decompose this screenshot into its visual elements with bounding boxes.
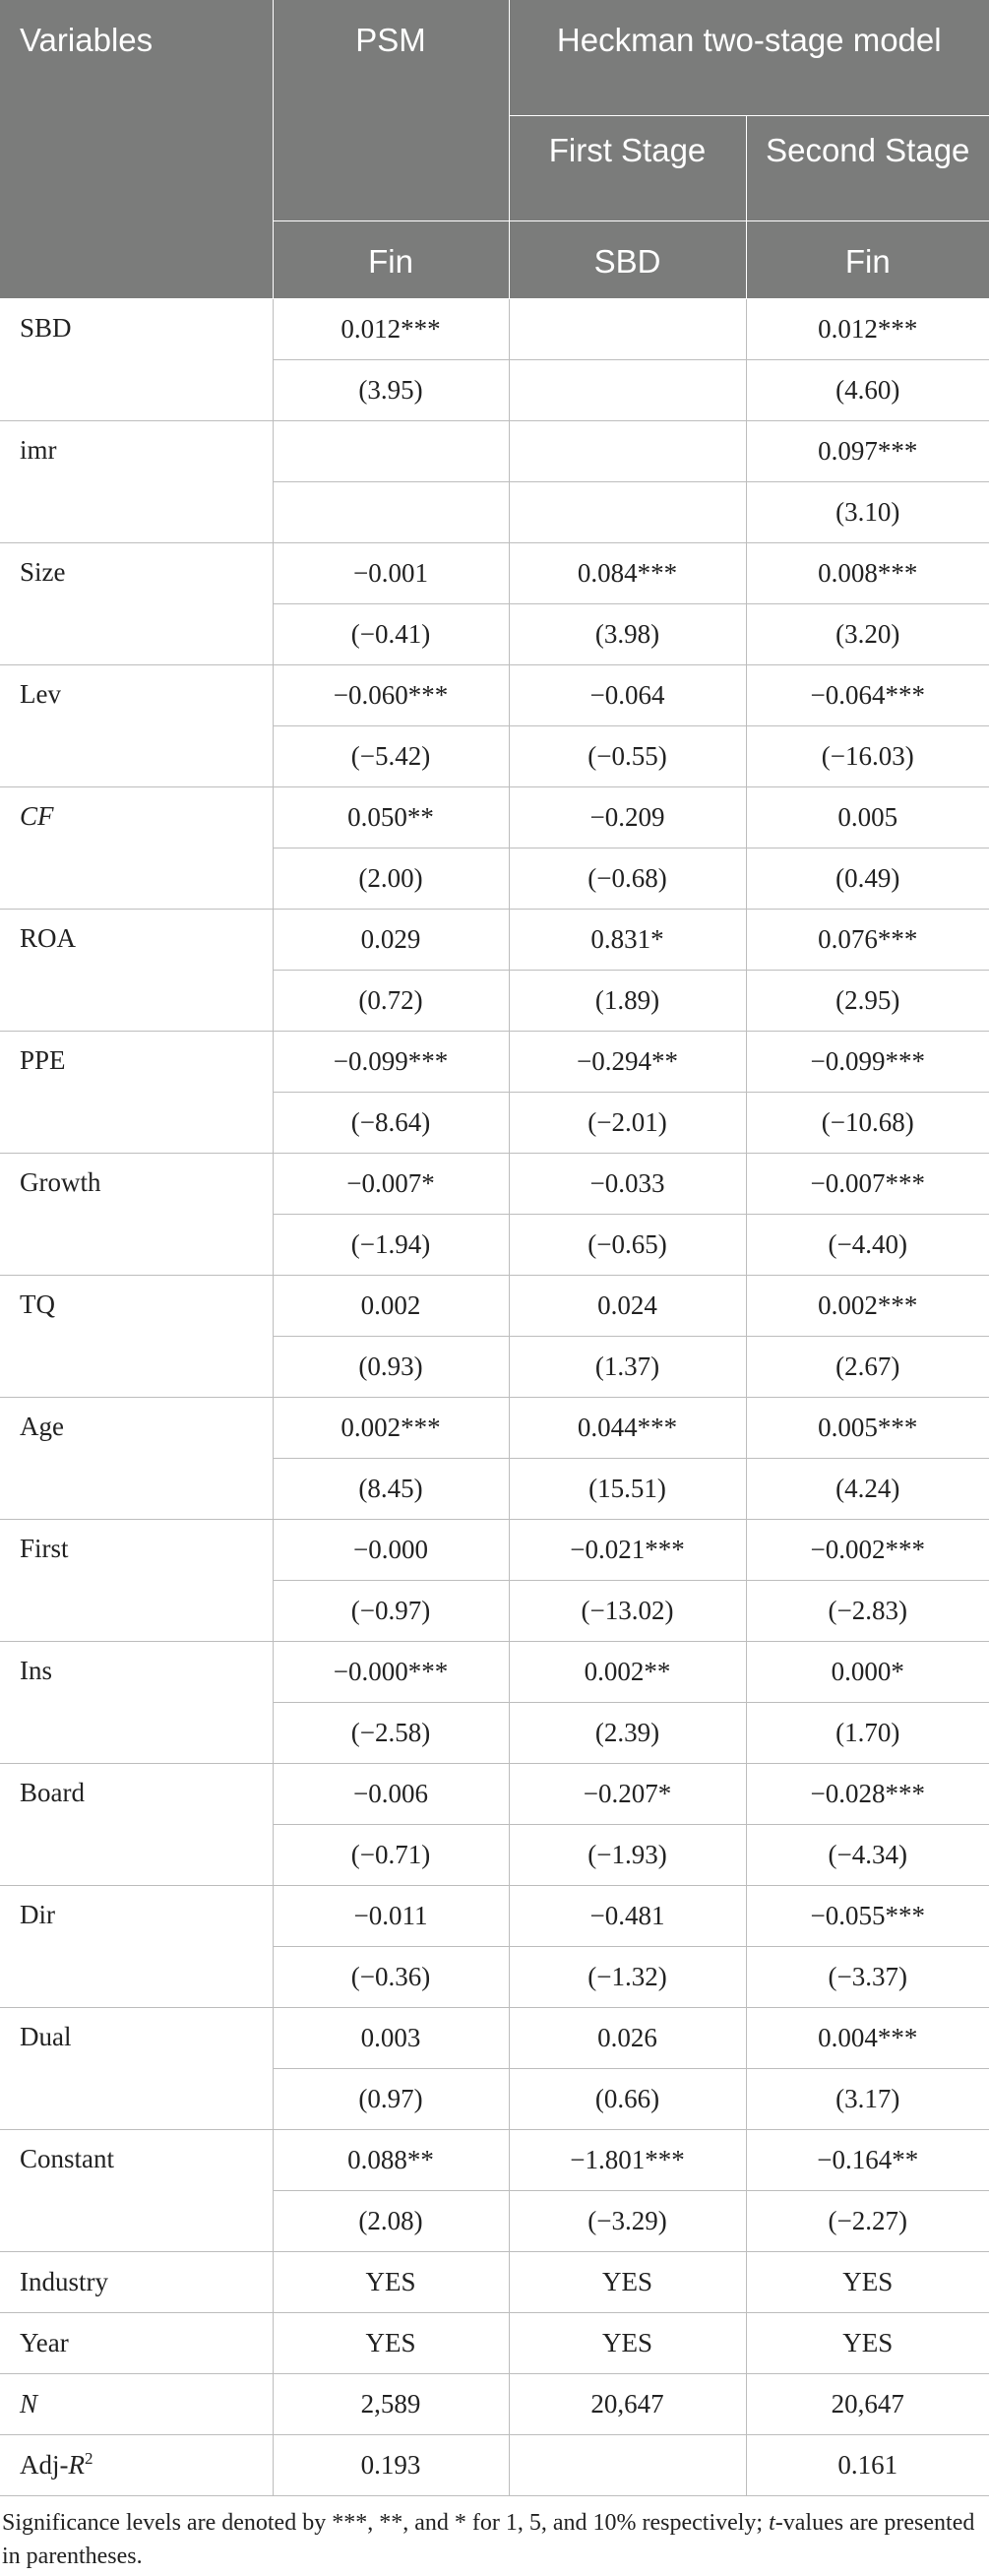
cell-tvalue-first-stage: (1.89) (509, 971, 746, 1032)
cell-tvalue-first-stage: (−1.32) (509, 1947, 746, 2008)
cell-coef-second-stage: −0.002*** (746, 1520, 989, 1581)
cell-coef-second-stage: 0.000* (746, 1642, 989, 1703)
cell-tvalue-psm: (0.97) (273, 2069, 509, 2130)
cell-tvalue-first-stage: (−0.68) (509, 848, 746, 910)
cell-coef-second-stage: 0.004*** (746, 2008, 989, 2069)
row-label-superscript: 2 (85, 2449, 93, 2468)
table-row-coef (0, 1398, 989, 1459)
cell-coef-second-stage: −0.007*** (746, 1154, 989, 1215)
cell-tvalue-first-stage: (2.39) (509, 1703, 746, 1764)
cell-tvalue-psm: (3.95) (273, 360, 509, 421)
cell-coef-first-stage: −1.801*** (509, 2130, 746, 2191)
row-label-text: Growth (20, 1167, 101, 1197)
cell-summary-second-stage: YES (746, 2252, 989, 2313)
row-label-text: Lev (20, 679, 61, 709)
row-label (0, 1154, 273, 1276)
table-row-coef (0, 421, 989, 482)
row-label-text: Age (20, 1412, 64, 1441)
header-variables: Variables (0, 0, 273, 299)
table-row-coef (0, 787, 989, 848)
cell-tvalue-second-stage: (4.24) (746, 1459, 989, 1520)
cell-tvalue-psm: (−8.64) (273, 1093, 509, 1154)
cell-coef-second-stage: −0.055*** (746, 1886, 989, 1947)
row-label-text: Size (20, 557, 66, 587)
table-row-coef (0, 1032, 989, 1093)
cell-coef-first-stage (509, 299, 746, 360)
cell-tvalue-first-stage (509, 360, 746, 421)
cell-coef-psm: 0.029 (273, 910, 509, 971)
cell-tvalue-psm: (0.72) (273, 971, 509, 1032)
cell-coef-second-stage: −0.099*** (746, 1032, 989, 1093)
cell-tvalue-psm: (−2.58) (273, 1703, 509, 1764)
table-row-coef (0, 1276, 989, 1337)
cell-tvalue-first-stage: (−3.29) (509, 2191, 746, 2252)
cell-tvalue-first-stage (509, 482, 746, 543)
row-label-italic: R (68, 2450, 85, 2480)
cell-tvalue-second-stage: (3.10) (746, 482, 989, 543)
cell-coef-psm: −0.060*** (273, 665, 509, 726)
table-row-coef (0, 299, 989, 360)
table-row-summary (0, 2374, 989, 2435)
cell-tvalue-first-stage: (0.66) (509, 2069, 746, 2130)
header-first-stage: First Stage (509, 116, 746, 221)
cell-summary-second-stage: YES (746, 2313, 989, 2374)
cell-summary-psm: YES (273, 2313, 509, 2374)
cell-tvalue-second-stage: (0.49) (746, 848, 989, 910)
cell-tvalue-first-stage: (−13.02) (509, 1581, 746, 1642)
row-label (0, 1764, 273, 1886)
table-row-coef (0, 1764, 989, 1825)
table-row-coef (0, 2130, 989, 2191)
cell-coef-first-stage: −0.021*** (509, 1520, 746, 1581)
cell-coef-first-stage: −0.064 (509, 665, 746, 726)
cell-tvalue-second-stage: (−2.27) (746, 2191, 989, 2252)
cell-coef-second-stage: −0.028*** (746, 1764, 989, 1825)
row-label (0, 1398, 273, 1520)
cell-tvalue-psm: (−0.36) (273, 1947, 509, 2008)
cell-tvalue-first-stage: (−2.01) (509, 1093, 746, 1154)
cell-tvalue-second-stage: (4.60) (746, 360, 989, 421)
row-label (0, 787, 273, 910)
cell-tvalue-second-stage: (−2.83) (746, 1581, 989, 1642)
cell-coef-first-stage: 0.002** (509, 1642, 746, 1703)
row-label (0, 1276, 273, 1398)
row-label (0, 1886, 273, 2008)
cell-tvalue-psm (273, 482, 509, 543)
cell-coef-psm: −0.007* (273, 1154, 509, 1215)
row-label-text: Dir (20, 1900, 55, 1929)
cell-coef-first-stage: 0.044*** (509, 1398, 746, 1459)
cell-coef-psm: −0.000 (273, 1520, 509, 1581)
row-label-text: Board (20, 1778, 85, 1807)
row-label-text: PPE (20, 1045, 66, 1075)
cell-coef-psm: −0.011 (273, 1886, 509, 1947)
table-row-coef (0, 2008, 989, 2069)
table-row-summary (0, 2252, 989, 2313)
cell-tvalue-first-stage: (15.51) (509, 1459, 746, 1520)
header-dep-first: SBD (509, 221, 746, 299)
row-label-prefix: Adj- (20, 2450, 69, 2480)
cell-coef-second-stage: 0.012*** (746, 299, 989, 360)
cell-coef-second-stage: 0.097*** (746, 421, 989, 482)
row-label-text: imr (20, 435, 57, 465)
cell-summary-first-stage: YES (509, 2252, 746, 2313)
cell-summary-psm: 0.193 (273, 2435, 509, 2496)
cell-tvalue-first-stage: (−1.93) (509, 1825, 746, 1886)
cell-coef-psm: −0.000*** (273, 1642, 509, 1703)
cell-coef-first-stage: 0.084*** (509, 543, 746, 604)
cell-summary-psm: YES (273, 2252, 509, 2313)
cell-summary-second-stage: 0.161 (746, 2435, 989, 2496)
row-label-text: First (20, 1534, 69, 1563)
cell-tvalue-second-stage: (−10.68) (746, 1093, 989, 1154)
note-text-start: Significance levels are denoted by ***, **, and * for 1, 5, and 10% respectively; (2, 2510, 770, 2536)
table-row-coef (0, 1520, 989, 1581)
cell-tvalue-psm: (−0.71) (273, 1825, 509, 1886)
row-label-text: CF (20, 801, 54, 831)
cell-coef-psm: −0.001 (273, 543, 509, 604)
cell-tvalue-second-stage: (3.17) (746, 2069, 989, 2130)
table-row-summary (0, 2435, 989, 2496)
table-row-coef (0, 543, 989, 604)
cell-tvalue-first-stage: (1.37) (509, 1337, 746, 1398)
cell-tvalue-second-stage: (3.20) (746, 604, 989, 665)
cell-tvalue-second-stage: (1.70) (746, 1703, 989, 1764)
table-row-coef (0, 665, 989, 726)
cell-coef-second-stage: 0.005 (746, 787, 989, 848)
row-label (0, 299, 273, 421)
cell-tvalue-psm: (−1.94) (273, 1215, 509, 1276)
cell-coef-psm: 0.088** (273, 2130, 509, 2191)
cell-coef-psm: −0.099*** (273, 1032, 509, 1093)
cell-tvalue-psm: (2.08) (273, 2191, 509, 2252)
table-header (0, 0, 989, 299)
cell-tvalue-first-stage: (−0.65) (509, 1215, 746, 1276)
table-row-coef (0, 1886, 989, 1947)
cell-coef-first-stage: −0.207* (509, 1764, 746, 1825)
cell-tvalue-second-stage: (2.67) (746, 1337, 989, 1398)
cell-tvalue-psm: (−0.97) (273, 1581, 509, 1642)
row-label (0, 2435, 273, 2496)
header-dep-psm: Fin (273, 221, 509, 299)
header-heckman: Heckman two-stage model (509, 0, 989, 116)
row-label (0, 2008, 273, 2130)
cell-tvalue-second-stage: (2.95) (746, 971, 989, 1032)
table-row-coef (0, 1642, 989, 1703)
row-label-text: N (20, 2389, 38, 2419)
cell-coef-first-stage: 0.026 (509, 2008, 746, 2069)
row-label (0, 1642, 273, 1764)
cell-coef-psm: 0.002*** (273, 1398, 509, 1459)
row-label (0, 421, 273, 543)
note-text-end: -values are presented in parentheses. (2, 2510, 975, 2569)
row-label (0, 2313, 273, 2374)
cell-coef-second-stage: −0.164** (746, 2130, 989, 2191)
cell-coef-psm (273, 421, 509, 482)
row-label-text: ROA (20, 923, 77, 953)
cell-summary-first-stage (509, 2435, 746, 2496)
cell-tvalue-second-stage: (−4.34) (746, 1825, 989, 1886)
cell-tvalue-psm: (0.93) (273, 1337, 509, 1398)
header-dep-second: Fin (746, 221, 989, 299)
cell-coef-second-stage: 0.076*** (746, 910, 989, 971)
row-label (0, 665, 273, 787)
cell-coef-first-stage: −0.033 (509, 1154, 746, 1215)
cell-coef-second-stage: 0.008*** (746, 543, 989, 604)
cell-coef-second-stage: 0.002*** (746, 1276, 989, 1337)
row-label (0, 1032, 273, 1154)
row-label (0, 2130, 273, 2252)
table-row-summary (0, 2313, 989, 2374)
cell-coef-second-stage: 0.005*** (746, 1398, 989, 1459)
cell-tvalue-psm: (2.00) (273, 848, 509, 910)
row-label (0, 2252, 273, 2313)
cell-coef-psm: 0.002 (273, 1276, 509, 1337)
row-label (0, 543, 273, 665)
row-label-text: Ins (20, 1656, 52, 1685)
cell-tvalue-psm: (−5.42) (273, 726, 509, 787)
cell-tvalue-second-stage: (−16.03) (746, 726, 989, 787)
row-label-text: SBD (20, 313, 72, 343)
cell-summary-second-stage: 20,647 (746, 2374, 989, 2435)
cell-coef-psm: 0.003 (273, 2008, 509, 2069)
cell-coef-first-stage (509, 421, 746, 482)
cell-summary-first-stage: 20,647 (509, 2374, 746, 2435)
note-t-italic: t (769, 2510, 775, 2536)
row-label (0, 910, 273, 1032)
cell-coef-first-stage: 0.024 (509, 1276, 746, 1337)
row-label (0, 1520, 273, 1642)
table-body (0, 299, 989, 2496)
cell-coef-psm: 0.012*** (273, 299, 509, 360)
cell-coef-first-stage: −0.294** (509, 1032, 746, 1093)
cell-tvalue-second-stage: (−4.40) (746, 1215, 989, 1276)
cell-coef-first-stage: 0.831* (509, 910, 746, 971)
table-row-coef (0, 910, 989, 971)
row-label-text: Constant (20, 2144, 115, 2173)
table-row-coef (0, 1154, 989, 1215)
row-label-text: TQ (20, 1289, 55, 1319)
cell-summary-psm: 2,589 (273, 2374, 509, 2435)
cell-coef-psm: −0.006 (273, 1764, 509, 1825)
row-label-text: Industry (20, 2267, 108, 2296)
cell-tvalue-first-stage: (−0.55) (509, 726, 746, 787)
row-label-text: Year (20, 2328, 69, 2357)
header-second-stage: Second Stage (746, 116, 989, 221)
cell-coef-psm: 0.050** (273, 787, 509, 848)
row-label-text: Dual (20, 2022, 72, 2051)
cell-coef-first-stage: −0.209 (509, 787, 746, 848)
row-label (0, 2374, 273, 2435)
cell-coef-second-stage: −0.064*** (746, 665, 989, 726)
cell-tvalue-second-stage: (−3.37) (746, 1947, 989, 2008)
cell-summary-first-stage: YES (509, 2313, 746, 2374)
cell-tvalue-first-stage: (3.98) (509, 604, 746, 665)
table-note (0, 2496, 989, 2573)
cell-coef-first-stage: −0.481 (509, 1886, 746, 1947)
cell-tvalue-psm: (−0.41) (273, 604, 509, 665)
header-psm: PSM (273, 0, 509, 221)
cell-tvalue-psm: (8.45) (273, 1459, 509, 1520)
